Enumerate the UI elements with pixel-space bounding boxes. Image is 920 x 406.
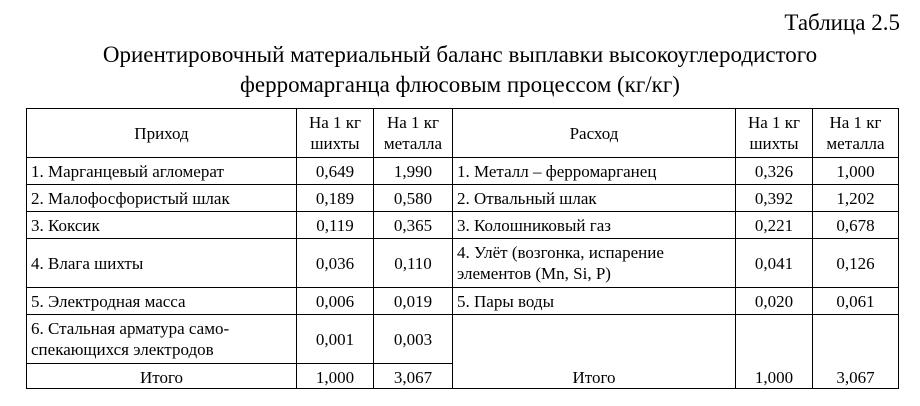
table-number: Таблица 2.5 [784, 10, 900, 35]
expense-per-metal: 0,126 [813, 239, 899, 288]
table-row [27, 288, 899, 315]
title-line-1: Ориентировочный материальный баланс выплавки высокоуглеродистого [102, 42, 818, 67]
expense-per-metal: 0,678 [813, 212, 899, 239]
expense-per-charge: 0,221 [736, 212, 813, 239]
expense-item: 3. Колошниковый газ [453, 212, 736, 239]
expense-per-charge: 0,020 [736, 288, 813, 315]
title-line-2: ферромарганца флюсовым процессом (кг/кг) [240, 72, 680, 97]
expense-total-per-metal: 3,067 [813, 315, 899, 389]
income-per-charge: 0,119 [297, 212, 374, 239]
income-item: 1. Марганцевый агломерат [27, 158, 297, 185]
income-item: 6. Стальная арматура само- спекающихся электродов [27, 315, 297, 364]
income-item: 2. Малофосфористый шлак [27, 185, 297, 212]
expense-per-metal: 1,202 [813, 185, 899, 212]
table-row [27, 185, 899, 212]
income-per-charge: 0,006 [297, 288, 374, 315]
header-income: Приход [27, 109, 297, 158]
expense-per-metal: 1,000 [813, 158, 899, 185]
header-expense: Расход [453, 109, 736, 158]
expense-per-charge: 0,392 [736, 185, 813, 212]
expense-per-charge: 0,041 [736, 239, 813, 288]
expense-total-label: Итого [453, 315, 736, 389]
income-item: 5. Электродная масса [27, 288, 297, 315]
expense-item: 1. Металл – ферромарганец [453, 158, 736, 185]
header-income-per-charge: На 1 кг шихты [297, 109, 374, 158]
header-expense-per-metal: На 1 кг металла [813, 109, 899, 158]
expense-item: 5. Пары воды [453, 288, 736, 315]
table-row [27, 158, 899, 185]
income-per-charge: 0,001 [297, 315, 374, 364]
expense-item: 2. Отвальный шлак [453, 185, 736, 212]
income-per-charge: 0,036 [297, 239, 374, 288]
table-row [27, 212, 899, 239]
income-per-charge: 0,189 [297, 185, 374, 212]
income-per-charge: 0,649 [297, 158, 374, 185]
table-title [0, 40, 920, 100]
table-row [27, 239, 899, 288]
expense-per-metal: 0,061 [813, 288, 899, 315]
expense-total-per-charge: 1,000 [736, 315, 813, 389]
income-total-per-metal: 3,067 [374, 364, 453, 389]
header-expense-per-charge: На 1 кг шихты [736, 109, 813, 158]
expense-item: 4. Улёт (возгонка, испарение элементов (Mn, Si, P) [453, 239, 736, 288]
income-item: 4. Влага шихты [27, 239, 297, 288]
income-total-per-charge: 1,000 [297, 364, 374, 389]
income-item: 3. Коксик [27, 212, 297, 239]
material-balance-table [26, 108, 899, 389]
income-per-metal: 1,990 [374, 158, 453, 185]
income-per-metal: 0,365 [374, 212, 453, 239]
income-per-metal: 0,580 [374, 185, 453, 212]
expense-per-charge: 0,326 [736, 158, 813, 185]
table-row [27, 315, 899, 364]
income-total-label: Итого [27, 364, 297, 389]
income-per-metal: 0,019 [374, 288, 453, 315]
header-income-per-metal: На 1 кг металла [374, 109, 453, 158]
income-per-metal: 0,110 [374, 239, 453, 288]
header-row [27, 109, 899, 158]
income-per-metal: 0,003 [374, 315, 453, 364]
